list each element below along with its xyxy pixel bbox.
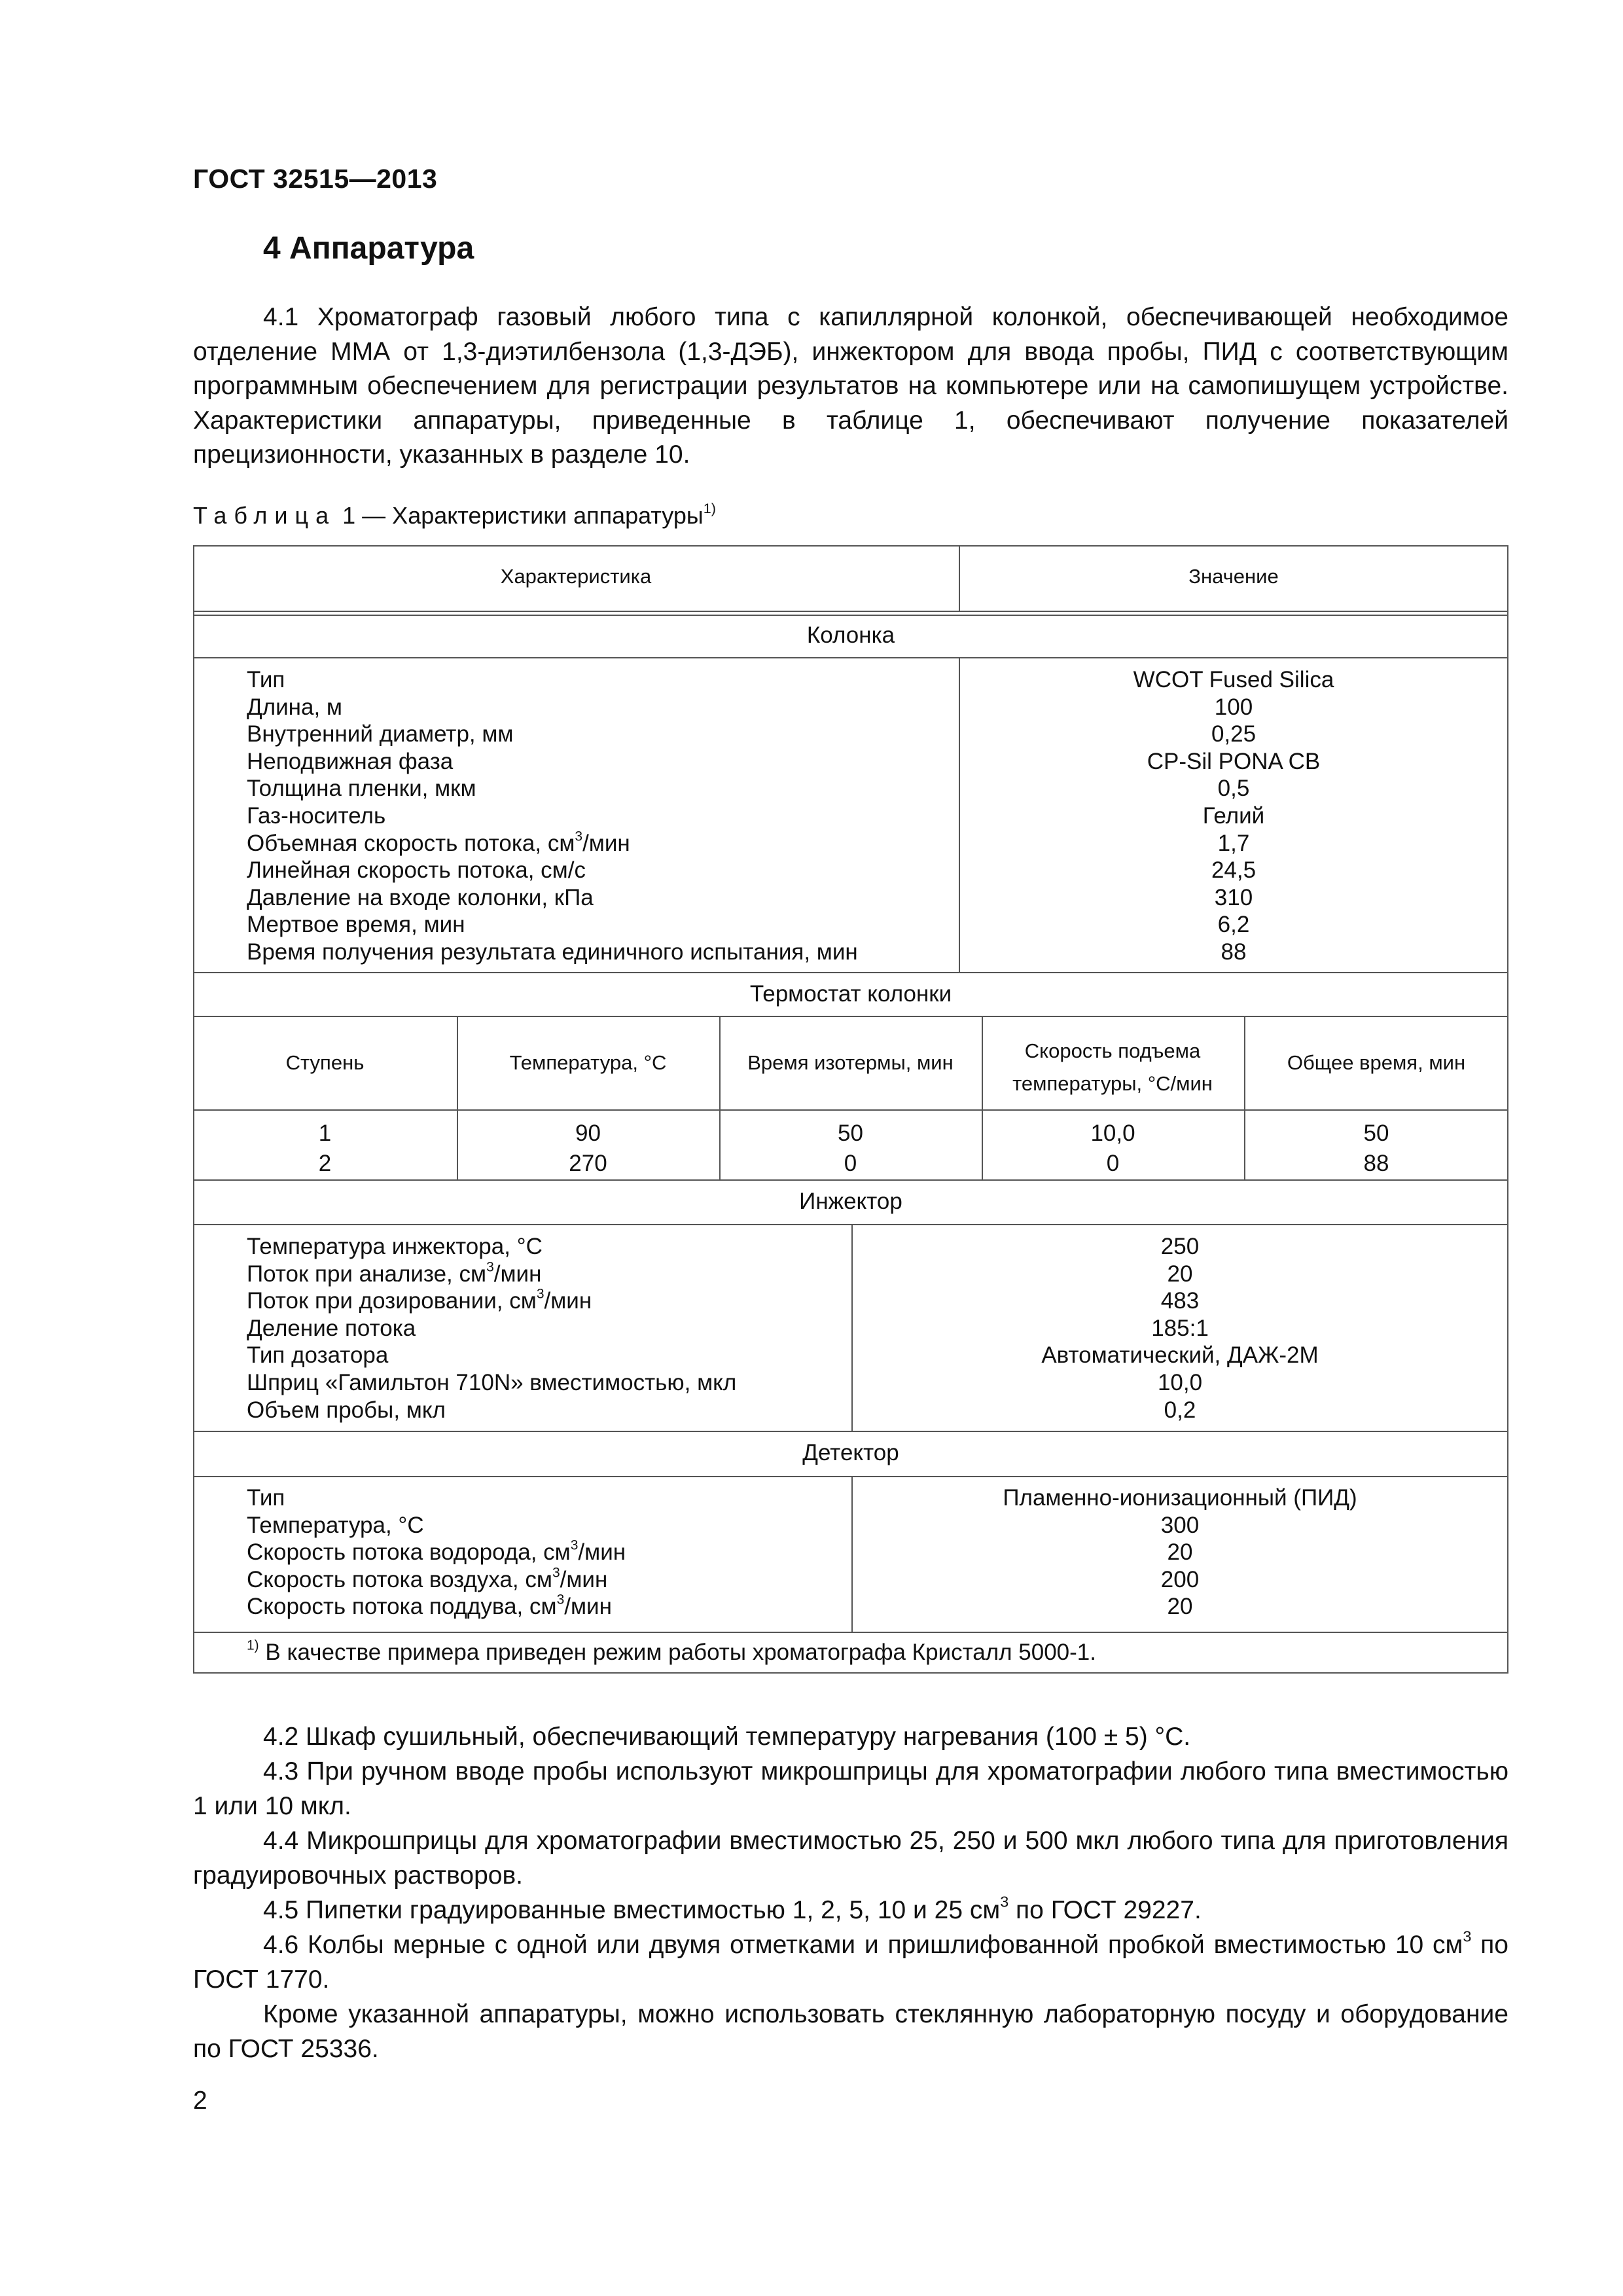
thermostat-col-ramp <box>982 1119 1244 1179</box>
thermostat-col-isotherm <box>719 1119 982 1179</box>
equipment-table <box>193 545 1508 1672</box>
detector-values <box>851 1484 1508 1621</box>
injector-row-value: 483 <box>1160 1288 1200 1314</box>
injector-row-name-flow: Поток при анализе, $см^3$/мин <box>247 1259 542 1287</box>
paragraph-4-1: 4.1 Хроматограф газовый любого типа с капиллярной колонкой, обеспечивающей необходимое отделение ММА от 1,3-диэтилбензола (1,3-ДЭБ), инжектором для ввода пробы, ПИД с соответствующим программным обеспечением для регистрации результатов на компьютере или на самопишущем устройстве. Характеристики аппаратуры, приведенные в таблице 1, обеспечивают получение показателей прецизионности, указанных в разделе 10. <box>193 303 1508 469</box>
injector-row-name: Деление потока <box>247 1315 416 1341</box>
paragraph-4-5: 4.5 Пипетки градуированные вместимостью 1, 2, 5, 10 и 25 $см^3$ по ГОСТ 29227. <box>263 1893 1202 1924</box>
thermostat-header-total: Общее время, мин <box>1287 1051 1466 1074</box>
document-page <box>193 0 1508 2296</box>
column-row-value: 0,5 <box>1217 776 1250 802</box>
group-column: Колонка <box>806 622 895 648</box>
column-row-value: 6,2 <box>1217 912 1250 938</box>
column-values <box>959 666 1508 966</box>
paragraph-other-equipment: Кроме указанной аппаратуры, можно использовать стеклянную лабораторную посуду и оборудование по ГОСТ 25336. <box>193 2000 1508 2063</box>
table-caption-word: Таблица <box>193 502 336 529</box>
injector-row-value: 250 <box>1160 1234 1200 1259</box>
column-row-name: Газ-носитель <box>247 802 386 829</box>
column-row-value: 310 <box>1214 884 1253 910</box>
column-row-name: Тип <box>247 667 285 692</box>
injector-row-name: Тип дозатора <box>247 1342 389 1369</box>
column-row-value: 1,7 <box>1217 830 1250 856</box>
thermostat-cell: 1 <box>318 1121 332 1146</box>
injector-row-name-dosing: Поток при дозировании, $см^3$/мин <box>247 1286 592 1314</box>
detector-names <box>247 1484 626 1621</box>
paragraph-4-3: 4.3 При ручном вводе пробы используют микрошприцы для хроматографии любого типа вместимостью 1 или 10 мкл. <box>193 1757 1508 1820</box>
thermostat-col-total <box>1244 1119 1508 1179</box>
injector-row-value: 0,2 <box>1164 1397 1196 1423</box>
detector-row-value: 300 <box>1160 1512 1200 1538</box>
column-row-value: 100 <box>1214 694 1253 720</box>
table-caption-footnote-mark: 1) <box>703 499 716 516</box>
footnote-text: В качестве примера приведен режим работы хроматографа Кристалл 5000-1. <box>259 1640 1096 1665</box>
page-number: 2 <box>193 2087 207 2115</box>
column-row-name: Внутренний диаметр, мм <box>247 721 514 747</box>
paragraph-4-6: 4.6 Колбы мерные с одной или двумя отметками и пришлифованной пробкой вместимостью 10 $см^3$ по ГОСТ 1770. <box>193 1928 1508 1994</box>
injector-row-value: 20 <box>1167 1261 1193 1287</box>
thermostat-col-step <box>193 1119 457 1179</box>
column-row-value: 24,5 <box>1211 857 1257 884</box>
injector-row-value: 10,0 <box>1157 1369 1203 1395</box>
thermostat-cell: 50 <box>1363 1121 1389 1146</box>
column-names <box>247 666 858 966</box>
thermostat-cell: 88 <box>1363 1151 1389 1176</box>
column-row-name: Мертвое время, мин <box>247 912 465 938</box>
detector-row-name-hydrogen: Скорость потока водорода, $см^3$/мин <box>247 1537 626 1566</box>
group-thermostat: Термостат колонки <box>749 981 952 1007</box>
standard-number: ГОСТ 32515—2013 <box>193 164 438 194</box>
thermostat-cell: 90 <box>575 1121 601 1146</box>
detector-row-name-air: Скорость потока воздуха, $см^3$/мин <box>247 1565 608 1592</box>
thermostat-cell: 2 <box>318 1151 332 1176</box>
thermostat-header-ramp: Скорость подъема температуры, °С/мин <box>1012 1039 1213 1095</box>
paragraph-4-4: 4.4 Микрошприцы для хроматографии вместимостью 25, 250 и 500 мкл любого типа для приготовления градуировочных растворов. <box>193 1827 1508 1890</box>
column-row-value: Гелий <box>1202 802 1265 829</box>
detector-row-name: Температура, °С <box>247 1512 424 1538</box>
column-row-value: WCOT Fused Silica <box>1133 667 1334 692</box>
thermostat-cell: 270 <box>569 1151 607 1176</box>
column-row-name: Линейная скорость потока, см/с <box>247 857 586 884</box>
column-row-value: CP-Sil PONA CB <box>1147 748 1321 774</box>
detector-row-value: 200 <box>1160 1566 1200 1592</box>
detector-row-name-makeup: Скорость потока поддува, $см^3$/мин <box>247 1592 612 1620</box>
thermostat-cell: 50 <box>838 1121 863 1146</box>
column-row-value: 0,25 <box>1211 721 1257 747</box>
detector-row-name: Тип <box>247 1485 285 1511</box>
column-row-name: Толщина пленки, мкм <box>247 776 476 802</box>
column-row-value: 88 <box>1221 939 1247 965</box>
injector-row-name: Шприц «Гамильтон 710N» вместимостью, мкл <box>247 1369 737 1395</box>
group-injector: Инжектор <box>799 1189 902 1214</box>
detector-row-value: 20 <box>1167 1539 1193 1566</box>
footnote-mark: 1) <box>247 1638 259 1653</box>
thermostat-header-step: Ступень <box>285 1051 365 1074</box>
header-characteristic: Характеристика <box>500 565 652 588</box>
header-value: Значение <box>1188 565 1279 588</box>
column-row-name: Давление на входе колонки, кПа <box>247 884 594 910</box>
paragraphs-after-table <box>193 1719 1508 2066</box>
thermostat-header-temperature: Температура, °С <box>509 1051 667 1074</box>
detector-row-value: Пламенно-ионизационный (ПИД) <box>1003 1485 1357 1511</box>
table-caption-title: 1 — Характеристики аппаратуры <box>336 502 704 529</box>
thermostat-header-isotherm: Время изотермы, мин <box>747 1051 954 1074</box>
injector-names <box>247 1233 736 1424</box>
injector-row-name: Объем пробы, мкл <box>247 1397 446 1423</box>
column-row-name: Длина, м <box>247 694 342 720</box>
thermostat-cell: 0 <box>1106 1151 1120 1176</box>
thermostat-col-temperature <box>457 1119 719 1179</box>
injector-row-name: Температура инжектора, °С <box>247 1234 543 1259</box>
column-row-name: Неподвижная фаза <box>247 748 454 774</box>
group-detector: Детектор <box>802 1440 899 1465</box>
paragraph-4-2: 4.2 Шкаф сушильный, обеспечивающий температуру нагревания (100 ± 5) °С. <box>263 1723 1191 1751</box>
thermostat-cell: 10,0 <box>1090 1121 1135 1146</box>
injector-values <box>851 1233 1508 1424</box>
column-row-name-flow: Объемная скорость потока, $см^3$/мин <box>247 828 630 856</box>
table-footnote <box>247 1640 1096 1666</box>
injector-row-value: 185:1 <box>1151 1315 1209 1341</box>
injector-row-value: Автоматический, ДАЖ-2М <box>1041 1342 1319 1369</box>
detector-row-value: 20 <box>1167 1594 1193 1620</box>
table-caption <box>193 499 716 529</box>
section-title: 4 Аппаратура <box>263 231 474 266</box>
column-row-name: Время получения результата единичного испытания, мин <box>247 939 858 965</box>
thermostat-cell: 0 <box>844 1151 857 1176</box>
